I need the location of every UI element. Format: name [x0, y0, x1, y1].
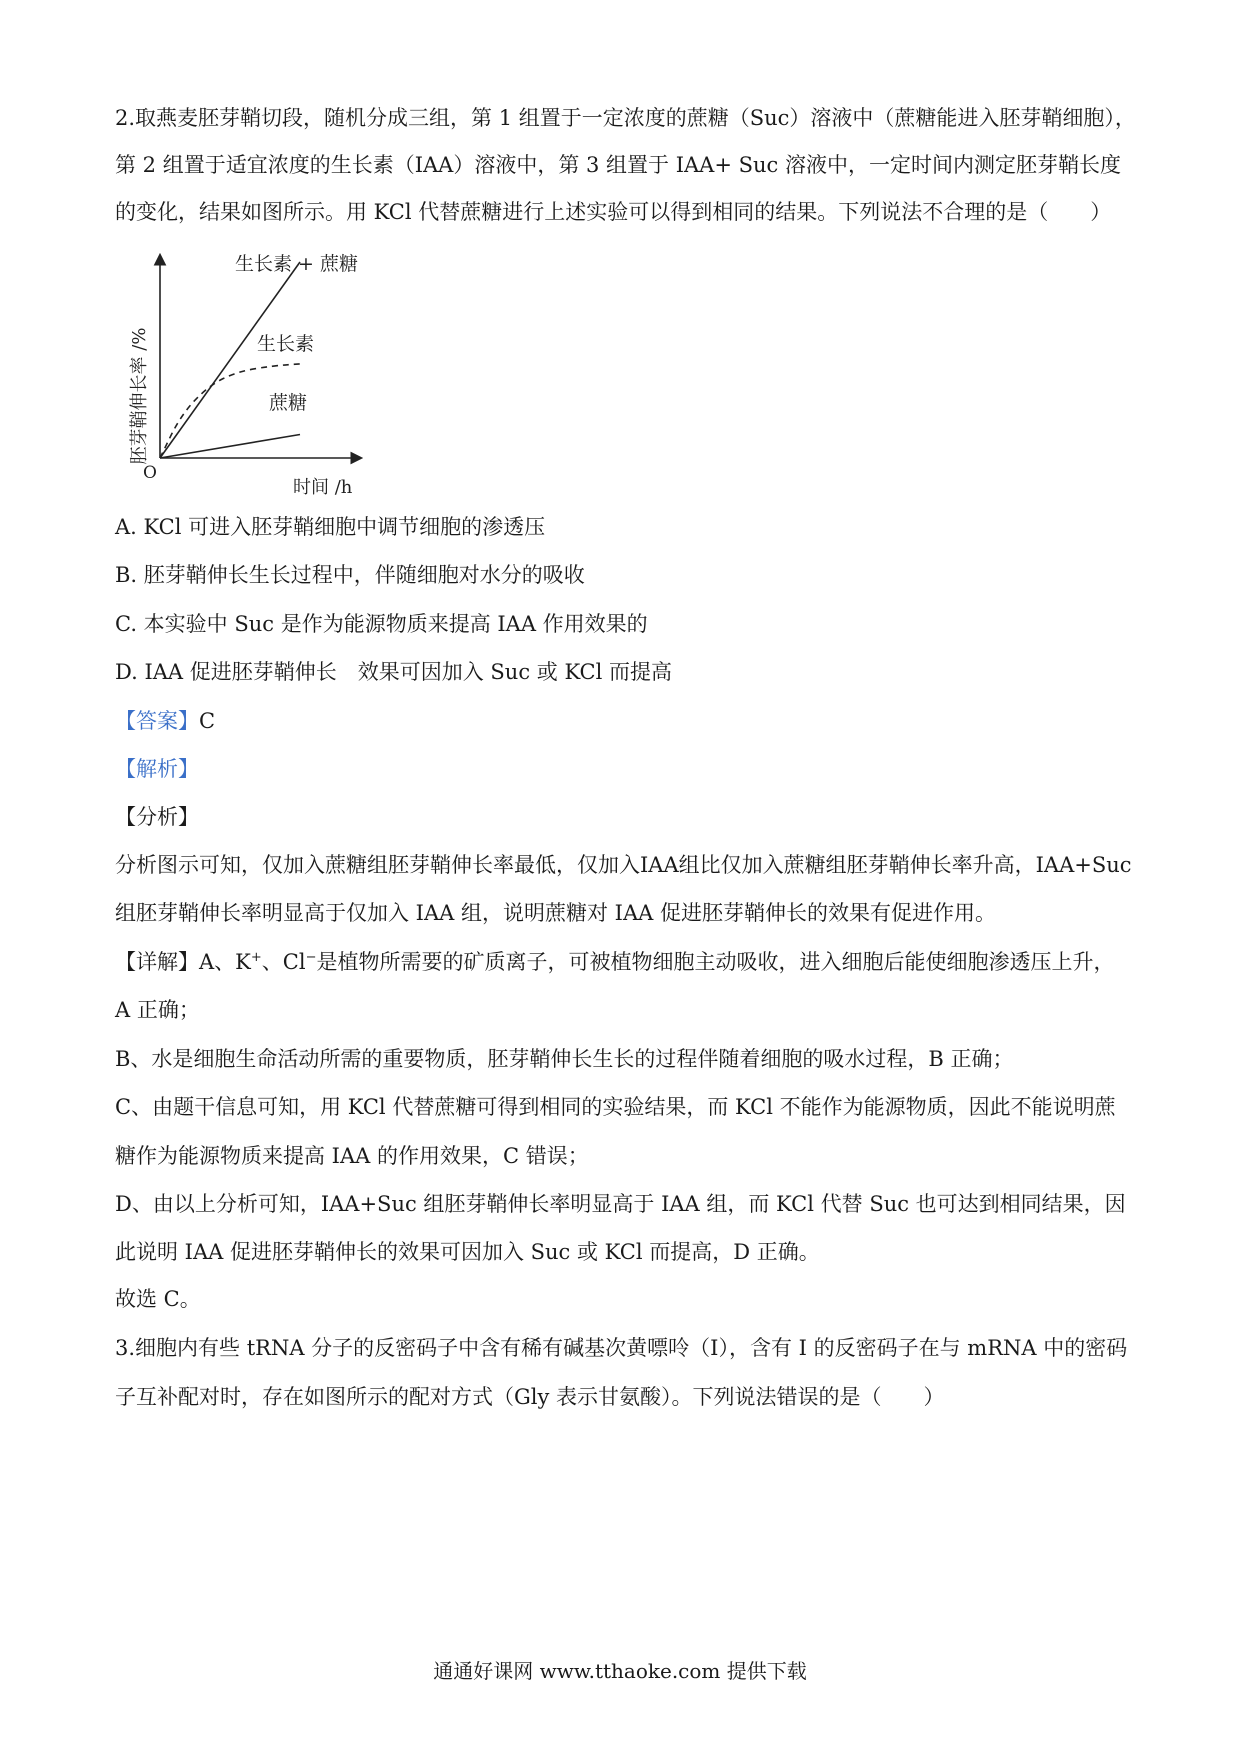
jiexi-tag: 【解析】: [115, 757, 199, 781]
answer-line: [115, 707, 215, 735]
xiangjie-line-1: [115, 948, 1114, 976]
k-superscript: +: [250, 950, 262, 965]
q3-stem-line-1: 3.细胞内有些 tRNA 分子的反密码子中含有稀有碱基次黄嘌呤（I），含有 I 的反密码子在与 mRNA 中的密码: [115, 1336, 1128, 1360]
option-c: C. 本实验中 Suc 是作为能源物质来提高 IAA 作用效果的: [115, 612, 648, 636]
answer-tag: 【答案】: [115, 709, 199, 733]
q2-stem-line-1: 2.取燕麦胚芽鞘切段，随机分成三组，第 1 组置于一定浓度的蔗糖（Suc）溶液中（蔗糖能进入胚芽鞘细胞），: [115, 106, 1136, 130]
xiangjie-prefix: 【详解】A、K: [115, 950, 251, 974]
xiangjie-line-4: C、由题干信息可知，用 KCl 代替蔗糖可得到相同的实验结果，而 KCl 不能作为能源物质，因此不能说明蔗: [115, 1095, 1116, 1119]
q3-stem-line-2: 子互补配对时，存在如图所示的配对方式（Gly 表示甘氨酸）。下列说法错误的是（ ）: [115, 1385, 945, 1409]
option-d: D. IAA 促进胚芽鞘伸长 效果可因加入 Suc 或 KCl 而提高: [115, 660, 673, 684]
fenxi-line-1: 分析图示可知，仅加入蔗糖组胚芽鞘伸长率最低，仅加入IAA组比仅加入蔗糖组胚芽鞘伸长率升高，IAA+Suc: [115, 853, 1132, 877]
xiangjie-rest: 是植物所需要的矿质离子，可被植物细胞主动吸收，进入细胞后能使细胞渗透压上升，: [316, 950, 1115, 974]
series-label-iaa-suc: 生长素 + 蔗糖: [235, 253, 358, 275]
conclusion-line: 故选 C。: [115, 1287, 201, 1311]
origin-label: O: [143, 463, 157, 483]
xiangjie-line-5: 糖作为能源物质来提高 IAA 的作用效果，C 错误；: [115, 1144, 589, 1168]
series-label-iaa: 生长素: [257, 333, 315, 355]
elongation-chart: [115, 246, 375, 496]
series-line-iaa-suc: [160, 262, 300, 458]
q2-stem-line-2: 第 2 组置于适宜浓度的生长素（IAA）溶液中，第 3 组置于 IAA+ Suc 溶液中，一定时间内测定胚芽鞘长度: [115, 153, 1121, 177]
answer-value: C: [199, 709, 216, 733]
q2-stem-line-3: 的变化，结果如图所示。用 KCl 代替蔗糖进行上述实验可以得到相同的结果。下列说法不合理的是（ ）: [115, 200, 1112, 224]
xiangjie-line-2: A 正确；: [115, 998, 200, 1022]
xiangjie-line-3: B、水是细胞生命活动所需的重要物质，胚芽鞘伸长生长的过程伴随着细胞的吸水过程，B 正确；: [115, 1047, 1014, 1071]
series-label-suc: 蔗糖: [269, 392, 308, 414]
series-layer: [160, 262, 300, 458]
y-axis-label: 胚芽鞘伸长率 /%: [129, 327, 150, 465]
xiangjie-mid: 、Cl: [261, 950, 306, 974]
cl-superscript: −: [305, 950, 317, 965]
x-axis-label: 时间 /h: [293, 477, 353, 496]
series-line-suc: [160, 434, 300, 458]
footer-credit: 通通好课网 www.tthaoke.com 提供下载: [433, 1659, 807, 1683]
option-b: B. 胚芽鞘伸长生长过程中，伴随细胞对水分的吸收: [115, 563, 585, 587]
option-a: A. KCl 可进入胚芽鞘细胞中调节细胞的渗透压: [115, 515, 546, 539]
fenxi-tag: 【分析】: [115, 805, 199, 829]
fenxi-line-2: 组胚芽鞘伸长率明显高于仅加入 IAA 组，说明蔗糖对 IAA 促进胚芽鞘伸长的效果有促进作用。: [115, 901, 996, 925]
xiangjie-line-7: 此说明 IAA 促进胚芽鞘伸长的效果可因加入 Suc 或 KCl 而提高，D 正确。: [115, 1240, 820, 1264]
xiangjie-line-6: D、由以上分析可知，IAA+Suc 组胚芽鞘伸长率明显高于 IAA 组，而 KCl 代替 Suc 也可达到相同结果，因: [115, 1192, 1126, 1216]
